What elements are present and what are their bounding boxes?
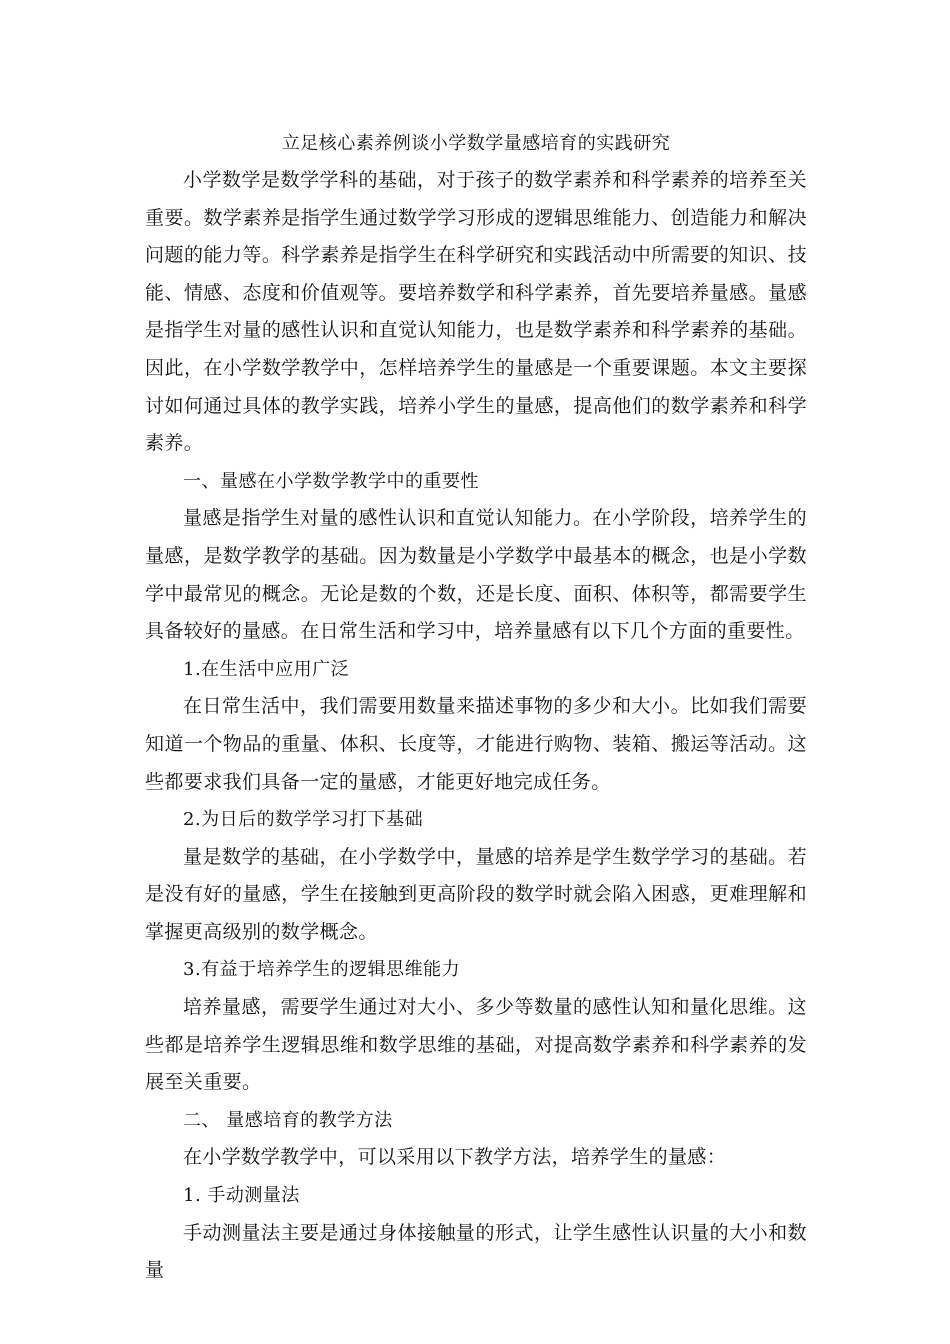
paragraph-section-2: 在小学数学教学中，可以采用以下教学方法，培养学生的量感： [183, 1146, 727, 1169]
section-heading-2: 二、 量感培育的教学方法 [183, 1109, 393, 1131]
subheading-1-3: 3.有益于培养学生的逻辑思维能力 [183, 959, 461, 981]
paragraph-2-1: 手动测量法主要是通过身体接触量的形式，让学生感性认识量的大小和数量 [145, 1221, 807, 1282]
subheading-1-1: 1.在生活中应用广泛 [183, 658, 350, 680]
document-page [145, 128, 807, 1290]
paragraph-intro: 小学数学是数学学科的基础，对于孩子的数学素养和科学素养的培养至关重要。数学素养是指学生通过数学学习形成的逻辑思维能力、创造能力和解决问题的能力等。科学素养是指学生在科学研究和实践活动中所需要的知识、技能、情感、态度和价值观等。要培养数学和科学素养，首先要培养量感。量感是指学生对量的感性认识和直觉认知能力，也是数学素养和科学素养的基础。因此，在小学数学教学中，怎样培养学生的量感是一个重要课题。本文主要探讨如何通过具体的教学实践，培养小学生的量感，提高他们的数学素养和科学素养。 [145, 169, 807, 455]
paragraph-1-1: 在日常生活中，我们需要用数量来描述事物的多少和大小。比如我们需要知道一个物品的重量、体积、长度等，才能进行购物、装箱、搬运等活动。这些都要求我们具备一定的量感，才能更好地完成任务。 [145, 695, 807, 793]
paragraph-section-1: 量感是指学生对量的感性认识和直觉认知能力。在小学阶段，培养学生的量感，是数学教学的基础。因为数量是小学数学中最基本的概念，也是小学数学中最常见的概念。无论是数的个数，还是长度、面积、体积等，都需要学生具备较好的量感。在日常生活和学习中，培养量感有以下几个方面的重要性。 [145, 507, 807, 643]
paragraph-1-2: 量是数学的基础，在小学数学中，量感的培养是学生数学学习的基础。若是没有好的量感，学生在接触到更高阶段的数学时就会陷入困惑，更难理解和掌握更高级别的数学概念。 [145, 845, 807, 943]
subheading-2-1: 1. 手动测量法 [183, 1185, 300, 1207]
paragraph-1-3: 培养量感，需要学生通过对大小、多少等数量的感性认知和量化思维。这些都是培养学生逻辑思维和数学思维的基础，对提高数学素养和科学素养的发展至关重要。 [145, 996, 807, 1094]
subheading-1-2: 2.为日后的数学学习打下基础 [183, 809, 424, 831]
document-title: 立足核心素养例谈小学数学量感培育的实践研究 [281, 133, 671, 154]
section-heading-1: 一、量感在小学数学教学中的重要性 [183, 470, 479, 492]
